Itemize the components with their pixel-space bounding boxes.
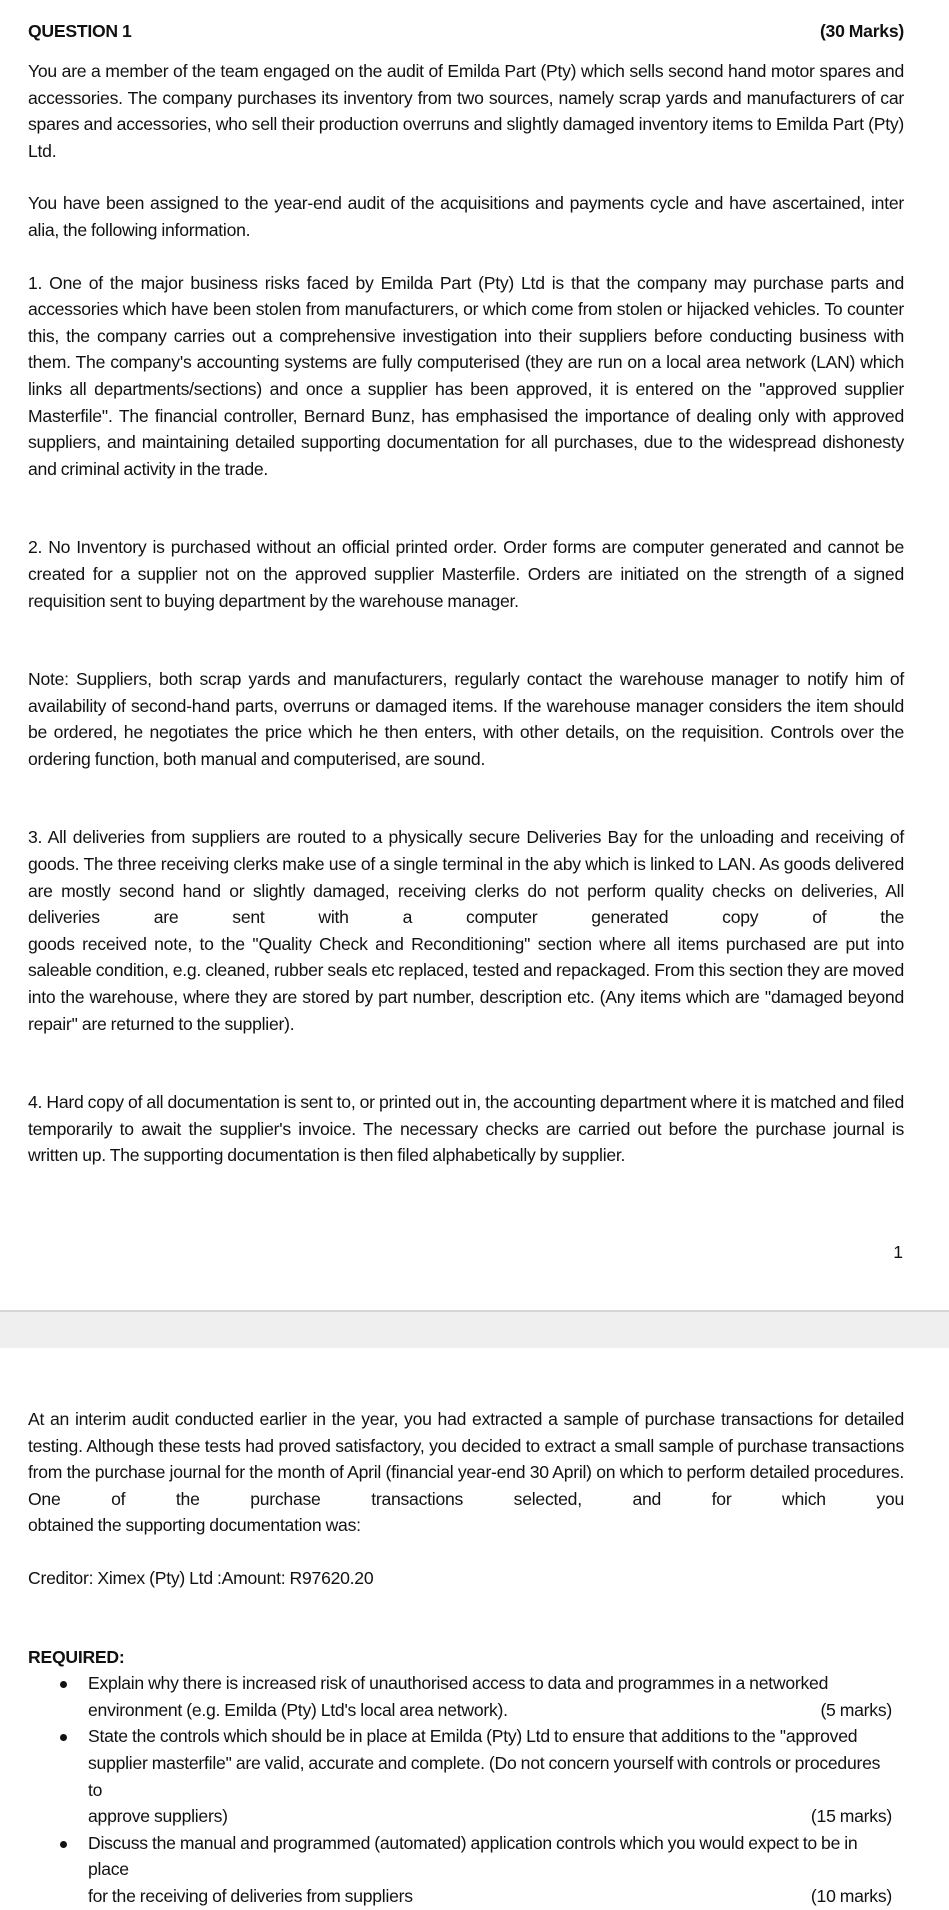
required-item-last-line xyxy=(88,1697,904,1724)
bullet-icon xyxy=(60,1734,67,1741)
assigned-paragraph: You have been assigned to the year-end audit of the acquisitions and payments cycle and have ascertained, inter alia, the following information. xyxy=(28,193,904,240)
required-item-marks: (15 marks) xyxy=(810,1806,892,1827)
required-item-1 xyxy=(28,1670,904,1723)
required-list xyxy=(28,1670,904,1909)
interim-continuation: obtained the supporting documentation was: xyxy=(28,1515,361,1536)
page-1-content xyxy=(28,14,904,1169)
note-paragraph: Note: Suppliers, both scrap yards and manufacturers, regularly contact the warehouse manager to notify him of availability of second-hand parts, overruns or damaged items. If the warehouse manager considers the item should be ordered, he negotiates the price which he then enters, with other details, on the requisition. Controls over the ordering function, both manual and computerised, are sound. xyxy=(28,669,904,769)
question-header xyxy=(28,14,904,48)
point-4-paragraph: 4. Hard copy of all documentation is sent to, or printed out in, the accounting department where it is matched and filed temporarily to await the supplier's invoice. The necessary checks are carried out before the purchase journal is written up. The supporting documentation is then filed alphabetically by supplier. xyxy=(28,1092,904,1166)
bullet-icon xyxy=(60,1841,67,1848)
intro-paragraph: You are a member of the team engaged on the audit of Emilda Part (Pty) which sells second hand motor spares and accessories. The company purchases its inventory from two sources, namely scrap yards and manufacturers of car spares and accessories, who sell their production overruns and slightly damaged inventory items to Emilda Part (Pty) Ltd. xyxy=(28,61,904,161)
required-item-marks: (10 marks) xyxy=(810,1885,892,1906)
required-item-text: Discuss the manual and programmed (automated) application controls which you would expect to be in place xyxy=(88,1832,858,1880)
point-2-paragraph: 2. No Inventory is purchased without an official printed order. Order forms are computer generated and cannot be created for a supplier not on the approved supplier Masterfile. Orders are initiated on the strength of a signed requisition sent to buying department by the warehouse manager. xyxy=(28,537,904,611)
page-number: 1 xyxy=(893,1242,903,1262)
required-item-last-text: approve suppliers) xyxy=(88,1806,228,1827)
required-heading: REQUIRED: xyxy=(28,1646,125,1667)
question-marks: (30 Marks) xyxy=(819,21,904,41)
required-item-marks: (5 marks) xyxy=(820,1699,892,1720)
point-3-paragraph: 3. All deliveries from suppliers are routed to a physically secure Deliveries Bay for the unloading and receiving of goods. The three receiving clerks make use of a single terminal in the aby which is linked to LAN. As goods delivered are mostly second hand or slightly damaged, receiving clerks do not perform quality checks on deliveries, All deliveries are sent with a computer generated copy of the xyxy=(28,827,904,928)
point-1-paragraph: 1. One of the major business risks faced by Emilda Part (Pty) Ltd is that the company may purchase parts and accessories which have been stolen from manufacturers, or which come from stolen or hijacked vehicles. To counter this, the company carries out a comprehensive investigation into their suppliers before conducting business with them. The company's accounting systems are fully computerised (they are run on a local area network (LAN) which links all departments/sections) and once a supplier has been approved, it is entered on the ''approved supplier Masterfile''. The financial controller, Bernard Bunz, has emphasised the importance of dealing only with approved suppliers, and maintaining detailed supporting documentation for all purchases, due to the widespread dishonesty and criminal activity in the trade. xyxy=(28,272,904,479)
interim-paragraph: At an interim audit conducted earlier in the year, you had extracted a sample of purchase transactions for detailed testing. Although these tests had proved satisfactory, you decided to extract a small sample of purchase transactions from the purchase journal for the month of April (financial year-end 30 April) on which to perform detailed procedures. One of the purchase transactions selected, and for which you xyxy=(28,1409,904,1509)
required-item-last-line xyxy=(88,1803,904,1830)
required-item-3 xyxy=(28,1830,904,1910)
required-item-last-line xyxy=(88,1883,904,1910)
page-break xyxy=(0,1310,949,1348)
required-item-text: Explain why there is increased risk of unauthorised access to data and programmes in a networked xyxy=(88,1673,829,1694)
required-item-last-text: for the receiving of deliveries from suppliers xyxy=(88,1885,413,1906)
point-3-continuation: goods received note, to the ''Quality Check and Reconditioning'' section where all items purchased are put into saleable condition, e.g. cleaned, rubber seals etc replaced, tested and repackaged. From this section they are moved into the warehouse, where they are stored by part number, description etc. (Any items which are ''damaged beyond repair'' are returned to the supplier). xyxy=(28,933,904,1034)
required-item-text: State the controls which should be in place at Emilda (Pty) Ltd to ensure that additions to the ''approved supplier masterfile'' are valid, accurate and complete. (Do not concern yourself with controls or procedures to xyxy=(88,1726,881,1800)
creditor-line: Creditor: Ximex (Pty) Ltd :Amount: R97620.20 xyxy=(28,1567,374,1588)
required-item-last-text: environment (e.g. Emilda (Pty) Ltd's local area network). xyxy=(88,1699,508,1720)
required-item-2 xyxy=(28,1723,904,1829)
page-2-content xyxy=(28,1406,904,1910)
document-page-2 xyxy=(0,1348,949,1906)
bullet-icon xyxy=(60,1681,67,1688)
question-title: QUESTION 1 xyxy=(28,21,132,41)
